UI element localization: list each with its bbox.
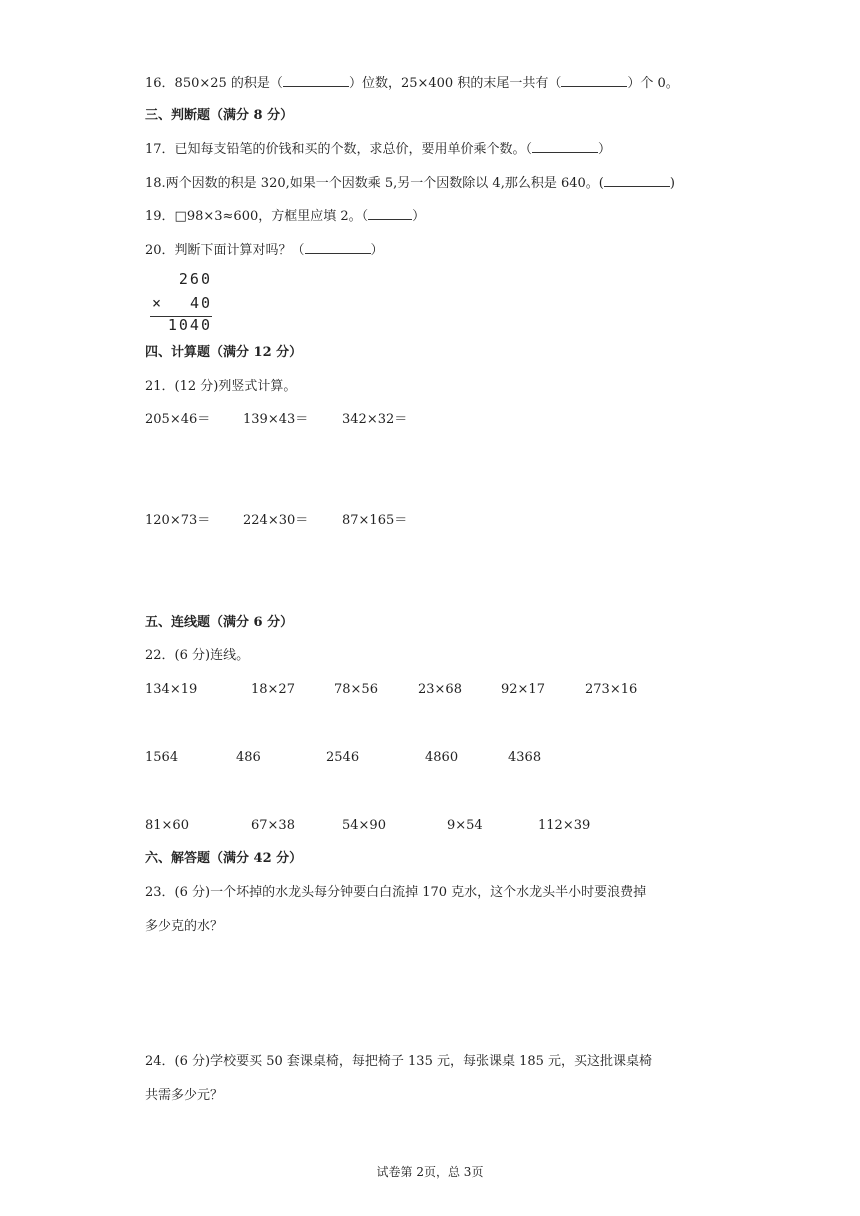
answer-blank[interactable]	[532, 140, 598, 153]
multiplier: 40	[189, 294, 212, 312]
match-result-item[interactable]: 1564	[145, 750, 179, 765]
question-19	[145, 207, 425, 226]
calc-item: 139×43＝	[243, 412, 309, 427]
product: 1040	[167, 316, 212, 334]
question-24-line-1: 24．(6 分)学校要买 50 套课桌椅，每把椅子 135 元，每张课桌 185 元，买这批课桌椅	[145, 1054, 653, 1069]
question-24-line-2: 共需多少元？	[145, 1088, 224, 1103]
answer-blank[interactable]	[604, 174, 670, 187]
answer-blank[interactable]	[368, 207, 412, 220]
section-heading-judgement: 三、判断题（满分 8 分）	[145, 108, 294, 123]
page-footer: 试卷第 2页，总 3页	[376, 1165, 484, 1179]
answer-blank[interactable]	[283, 74, 349, 87]
q17-close: ）	[598, 142, 612, 157]
calc-item: 205×46＝	[145, 412, 211, 427]
match-top-item[interactable]: 134×19	[145, 682, 198, 697]
match-result-item[interactable]: 4860	[425, 750, 459, 765]
question-16	[145, 74, 679, 93]
q16-text-b: ）位数，25×400 积的末尾一共有（	[348, 76, 562, 91]
match-top-item[interactable]: 78×56	[334, 682, 378, 697]
q18-text: 18.两个因数的积是 320,如果一个因数乘 5,另一个因数除以 4,那么积是 640。(	[145, 176, 604, 191]
match-top-item[interactable]: 23×68	[418, 682, 462, 697]
match-result-item[interactable]: 4368	[508, 750, 542, 765]
match-top-item[interactable]: 92×17	[501, 682, 545, 697]
calc-item: 120×73＝	[145, 513, 211, 528]
q16-text-c: ）个 0。	[627, 76, 679, 91]
question-22: 22．(6 分)连线。	[145, 648, 250, 663]
question-18	[145, 174, 675, 193]
section-heading-matching: 五、连线题（满分 6 分）	[145, 615, 294, 630]
match-result-item[interactable]: 2546	[326, 750, 360, 765]
question-20	[145, 241, 384, 260]
q18-close: )	[669, 176, 675, 191]
q20-close: ）	[370, 243, 384, 258]
calc-item: 342×32＝	[342, 412, 408, 427]
q20-text: 20．判断下面计算对吗？（	[145, 243, 305, 258]
q16-text-a: 16．850×25 的积是（	[145, 76, 283, 91]
question-23-line-2: 多少克的水？	[145, 919, 224, 934]
calc-item: 224×30＝	[243, 513, 309, 528]
section-heading-word-problems: 六、解答题（满分 42 分）	[145, 851, 303, 866]
question-21: 21．(12 分)列竖式计算。	[145, 379, 297, 394]
q17-text: 17．已知每支铅笔的价钱和买的个数，求总价，要用单价乘个数。（	[145, 142, 533, 157]
q19-text: 19．□98×3≈600，方框里应填 2。（	[145, 209, 369, 224]
multiplicand: 260	[178, 270, 212, 288]
answer-blank[interactable]	[305, 241, 371, 254]
question-23-line-1: 23．(6 分)一个坏掉的水龙头每分钟要白白流掉 170 克水，这个水龙头半小时要浪费掉	[145, 885, 647, 900]
match-bottom-item[interactable]: 54×90	[342, 818, 386, 833]
section-heading-calculation: 四、计算题（满分 12 分）	[145, 345, 303, 360]
vertical-calculation	[150, 270, 220, 336]
match-bottom-item[interactable]: 81×60	[145, 818, 189, 833]
question-17	[145, 140, 611, 159]
multiply-sign: ×	[152, 294, 162, 312]
calc-item: 87×165＝	[342, 513, 408, 528]
match-bottom-item[interactable]: 112×39	[538, 818, 591, 833]
match-top-item[interactable]: 18×27	[251, 682, 295, 697]
match-bottom-item[interactable]: 67×38	[251, 818, 295, 833]
match-bottom-item[interactable]: 9×54	[447, 818, 483, 833]
q19-close: ）	[412, 209, 426, 224]
answer-blank[interactable]	[561, 74, 627, 87]
match-top-item[interactable]: 273×16	[585, 682, 638, 697]
match-result-item[interactable]: 486	[236, 750, 261, 765]
